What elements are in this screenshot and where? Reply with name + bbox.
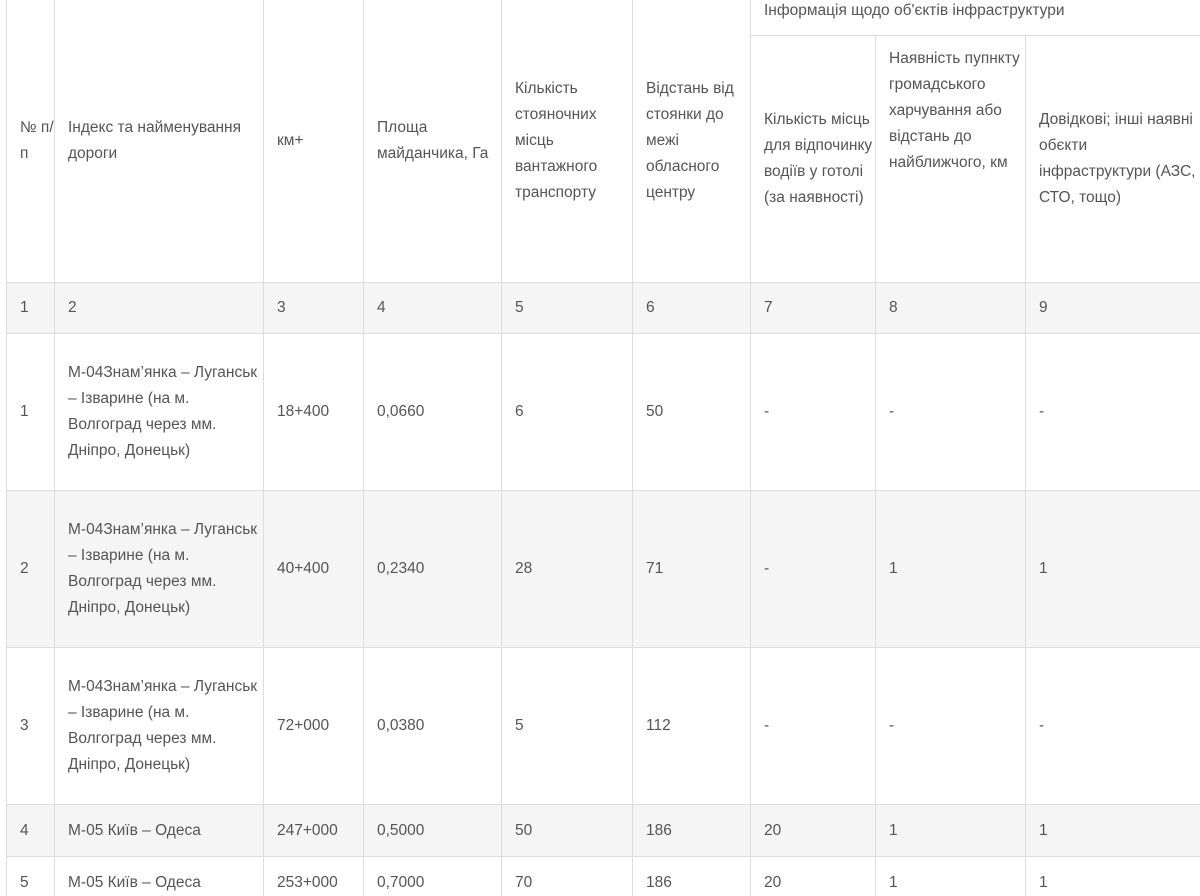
cell-no: 4 [7,805,55,857]
cell-road: М-04Знам’янка – Луганськ – Ізварине (на м. Волгоград через мм. Дніпро, Донецьк) [55,648,264,805]
cell-hotel: 20 [751,857,876,896]
cell-other: - [1026,334,1200,491]
infrastructure-table-container [6,0,1200,896]
table-header [7,0,1200,283]
cell-other: 1 [1026,805,1200,857]
column-number: 9 [1026,283,1200,334]
header-area: Площа майданчика, Га [364,0,502,283]
cell-area: 0,2340 [364,491,502,648]
cell-no: 2 [7,491,55,648]
column-numbers-row [7,283,1200,334]
cell-spots: 28 [502,491,633,648]
cell-food: - [876,334,1026,491]
header-other: Довідкові; інші наявні обєкти інфраструктури (АЗС, СТО, тощо) [1026,36,1200,283]
table-row [7,805,1200,857]
cell-distance: 186 [633,857,751,896]
cell-no: 3 [7,648,55,805]
cell-distance: 186 [633,805,751,857]
cell-area: 0,7000 [364,857,502,896]
table-row [7,648,1200,805]
cell-area: 0,0660 [364,334,502,491]
header-spots: Кількість стояночних місць вантажного транспорту [502,0,633,283]
cell-other: - [1026,648,1200,805]
cell-food: 1 [876,491,1026,648]
column-number: 6 [633,283,751,334]
header-km: км+ [264,0,364,283]
cell-hotel: - [751,491,876,648]
table-row [7,857,1200,896]
cell-food: 1 [876,857,1026,896]
infrastructure-table [6,0,1200,896]
cell-no: 5 [7,857,55,896]
cell-area: 0,5000 [364,805,502,857]
cell-other: 1 [1026,857,1200,896]
table-row [7,491,1200,648]
cell-road: М-05 Київ – Одеса [55,805,264,857]
column-number: 3 [264,283,364,334]
cell-spots: 6 [502,334,633,491]
cell-other: 1 [1026,491,1200,648]
cell-no: 1 [7,334,55,491]
cell-area: 0,0380 [364,648,502,805]
table-row [7,334,1200,491]
cell-distance: 71 [633,491,751,648]
header-distance: Відстань від стоянки до межі обласного центру [633,0,751,283]
cell-road: М-04Знам’янка – Луганськ – Ізварине (на м. Волгоград через мм. Дніпро, Донецьк) [55,491,264,648]
cell-hotel: 20 [751,805,876,857]
table-body [7,283,1200,896]
column-number: 4 [364,283,502,334]
column-number: 7 [751,283,876,334]
column-number: 5 [502,283,633,334]
cell-km: 247+000 [264,805,364,857]
cell-distance: 112 [633,648,751,805]
cell-km: 40+400 [264,491,364,648]
cell-food: 1 [876,805,1026,857]
cell-km: 253+000 [264,857,364,896]
cell-spots: 70 [502,857,633,896]
header-hotel: Кількість місць для відпочинку водіїв у готолі (за наявності) [751,36,876,283]
cell-road: М-04Знам’янка – Луганськ – Ізварине (на м. Волгоград через мм. Дніпро, Донецьк) [55,334,264,491]
cell-spots: 5 [502,648,633,805]
column-number: 1 [7,283,55,334]
cell-spots: 50 [502,805,633,857]
cell-km: 18+400 [264,334,364,491]
header-road: Індекс та найменування дороги [55,0,264,283]
header-food: Наявність пупнкту громадського харчування або відстань до найближчого, км [876,36,1026,283]
cell-hotel: - [751,334,876,491]
column-number: 8 [876,283,1026,334]
header-infrastructure-group: Інформація щодо об'єктів інфраструктури [751,0,1200,36]
cell-food: - [876,648,1026,805]
column-number: 2 [55,283,264,334]
cell-road: М-05 Київ – Одеса [55,857,264,896]
cell-hotel: - [751,648,876,805]
cell-distance: 50 [633,334,751,491]
cell-km: 72+000 [264,648,364,805]
header-no: № п/п [7,0,55,283]
